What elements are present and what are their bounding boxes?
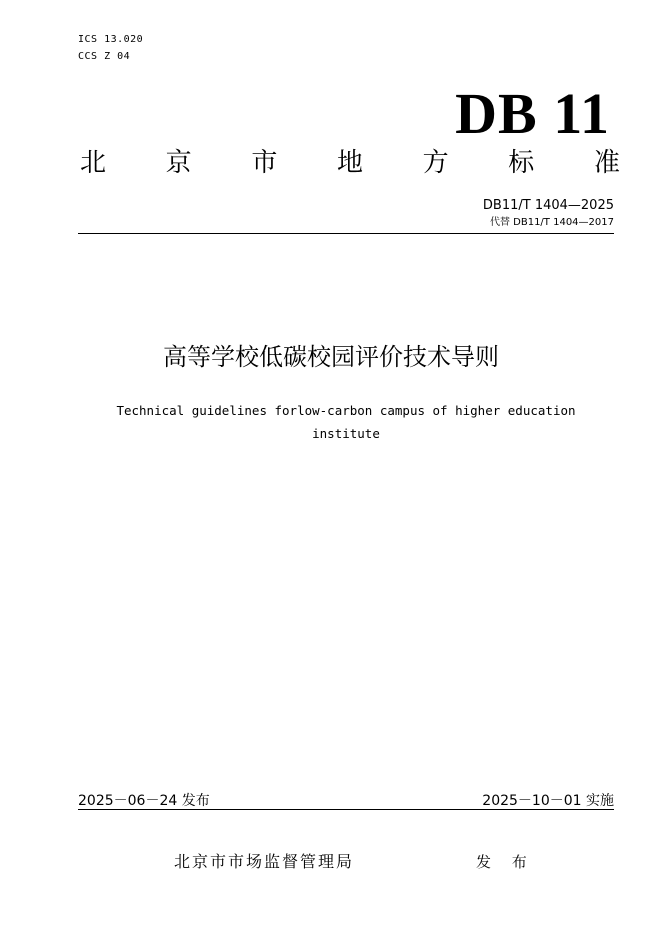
document-title-english: Technical guidelines forlow-carbon campus of higher education institute	[116, 403, 576, 441]
header-divider	[78, 233, 614, 234]
standard-kind-char: 地	[336, 148, 363, 178]
standard-number: DB11/T 1404—2025	[482, 198, 614, 213]
footer-divider	[78, 809, 614, 810]
issue-date: 2025－06－24 发布	[78, 793, 210, 809]
issue-label: 发 布	[476, 853, 535, 871]
ccs-code: CCS Z 04	[78, 51, 131, 62]
standard-kind-char: 准	[593, 148, 620, 178]
standard-kind-char: 标	[508, 148, 535, 178]
issuing-authority: 北京市市场监督管理局	[174, 852, 355, 871]
standard-kind-char: 北	[80, 148, 107, 178]
replaces-standard: 代替 DB11/T 1404—2017	[489, 217, 614, 228]
standard-kind-char: 方	[422, 148, 449, 178]
db-logo: DB 11	[455, 81, 610, 146]
standard-kind	[80, 146, 620, 180]
ics-code: ICS 13.020	[78, 34, 144, 45]
standard-kind-char: 市	[251, 148, 278, 178]
document-title-chinese: 高等学校低碳校园评价技术导则	[163, 343, 499, 371]
implementation-date: 2025－10－01 实施	[482, 793, 614, 809]
standard-kind-char: 京	[165, 148, 192, 178]
